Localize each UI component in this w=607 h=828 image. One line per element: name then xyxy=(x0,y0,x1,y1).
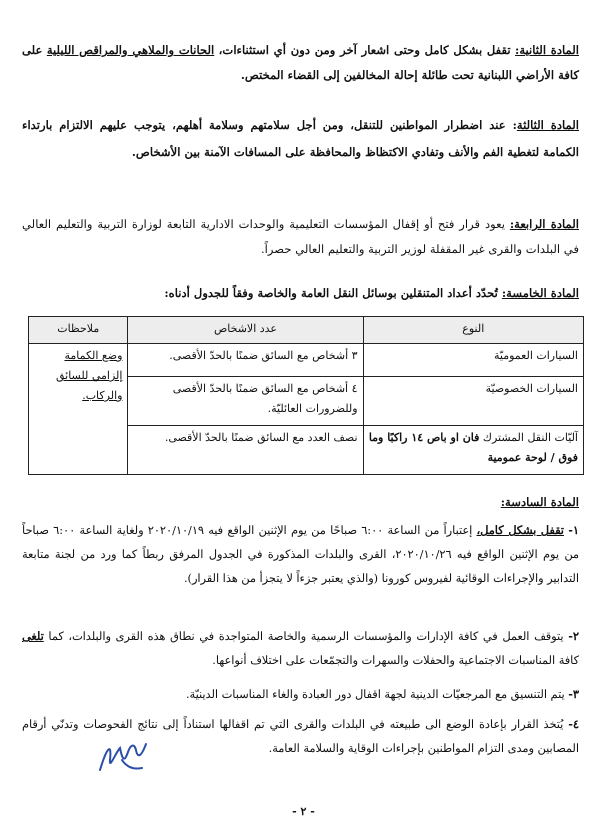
article-3-label: المادة الثالثة xyxy=(516,118,580,132)
page-number: - ٢ - xyxy=(292,805,315,818)
article-4-label: المادة الرابعة: xyxy=(509,217,579,231)
row-3-type-bold: فان او باص ١٤ راكبًا وما فوق / لوحة عمومية xyxy=(368,431,578,464)
item-1-lead: تقفل بشكل كامل، xyxy=(476,523,564,537)
article-2-label: المادة الثانية: xyxy=(515,43,580,57)
article-6-item-3 xyxy=(22,682,579,707)
row-2-type: السيارات الخصوصيّة xyxy=(363,377,583,426)
article-5-label: المادة الخامسة: xyxy=(501,286,579,300)
article-6-item-1 xyxy=(22,518,579,591)
item-4-number: ٤- xyxy=(568,717,579,731)
header-type: النوع xyxy=(363,317,583,344)
notes-text: وضع الكمامة إلزامي للسائق والركاب. xyxy=(55,349,123,402)
article-5 xyxy=(22,281,579,306)
article-4-text: يعود قرار فتح أو إقفال المؤسسات التعليمية والوحدات الادارية التابعة لوزارة التربية والتعليم العالي في البلدات والقرى غير المقفلة لوزير التربية والتعليم العالي حصراً. xyxy=(22,217,579,256)
item-2-lead2: تلغى xyxy=(22,629,44,643)
item-2-text2: كافة المناسبات الاجتماعية والحفلات والسهرات والتجمّعات على اختلاف أنواعها. xyxy=(212,654,579,667)
item-4-text: يُتخذ القرار بإعادة الوضع الى طبيعته في البلدات والقرى التي تم اقفالها استناداً إلى نتائج الفحوصات وتدنّي أرقام المصابين ومدى التزام المواطنين بإجراءات الوقاية والسلامة العامة. xyxy=(22,718,579,755)
table-header-row xyxy=(29,317,584,344)
row-1-type: السيارات العموميّة xyxy=(363,344,583,377)
article-2-places: الحانات والملاهي والمراقص الليلية xyxy=(46,43,215,57)
signature-icon xyxy=(92,730,152,780)
item-2-text: يتوقف العمل في كافة الإدارات والمؤسسات الرسمية والخاصة المتواجدة في نطاق هذه القرى والبلدات، كما xyxy=(48,630,564,643)
row-3-type xyxy=(363,426,583,475)
item-1-text: إعتباراً من الساعة ٦:٠٠ صباحًا من يوم الإثنين الواقع فيه ٢٠٢٠/١٠/١٩ ولغاية الساعة ٦:٠٠ صباحاً من يوم الإثنين الواقع فيه ٢٠٢٠/١٠/٢٦، القرى والبلدات المذكورة في الجدول المرفق ربطاً كما ورد من لجنة متابعة التدابير والإجراءات الوقائية لفيروس كورونا (والذي يعتبر جزءاً لا يتجزأ من هذا القرار). xyxy=(22,524,579,585)
article-5-text: تُحدّد أعداد المتنقلين بوسائل النقل العامة والخاصة وفقاً للجدول أدناه: xyxy=(164,286,498,300)
header-count: عدد الاشخاص xyxy=(128,317,363,344)
article-3 xyxy=(22,112,579,166)
article-3-text: : عند اضطرار المواطنين للتنقل، ومن أجل سلامتهم وسلامة أهلهم، يتوجب عليهم الالتزام بارتداء الكمامة لتغطية الفم والأنف وتفادي الاكتظاظ والمحافظة على المسافات الآمنة بين الأشخاص. xyxy=(22,118,579,159)
row-3-count: نصف العدد مع السائق ضمنًا بالحدّ الأقصى. xyxy=(128,426,363,475)
header-notes: ملاحظات xyxy=(29,317,128,344)
notes-cell xyxy=(29,344,128,475)
article-4 xyxy=(22,212,579,262)
article-2 xyxy=(22,38,579,88)
item-2-number: ٢- xyxy=(568,629,579,643)
table-row xyxy=(29,344,584,377)
item-3-number: ٣- xyxy=(568,687,579,701)
row-1-count: ٣ أشخاص مع السائق ضمنًا بالحدّ الأقصى. xyxy=(128,344,363,377)
row-2-count: ٤ أشخاص مع السائق ضمنًا بالحدّ الأقصى وللضرورات العائليّة. xyxy=(128,377,363,426)
article-6-heading xyxy=(22,490,579,515)
article-6-label: المادة السادسة: xyxy=(500,495,579,509)
article-2-rest: على كافة الأراضي اللبنانية تحت طائلة إحالة المخالفين إلى القضاء المختص. xyxy=(22,43,579,82)
row-3-type-plain: آليّات النقل المشترك xyxy=(482,431,578,444)
article-6-item-2 xyxy=(22,624,579,673)
article-2-text: تقفل بشكل كامل وحتى اشعار آخر ومن دون أي استثناءات، xyxy=(218,43,511,57)
item-1-number: ١- xyxy=(568,523,579,537)
item-3-text: يتم التنسيق مع المرجعيّات الدينية لجهة اقفال دور العبادة والغاء المناسبات الدينيّة. xyxy=(185,688,565,701)
transport-table xyxy=(28,316,584,475)
